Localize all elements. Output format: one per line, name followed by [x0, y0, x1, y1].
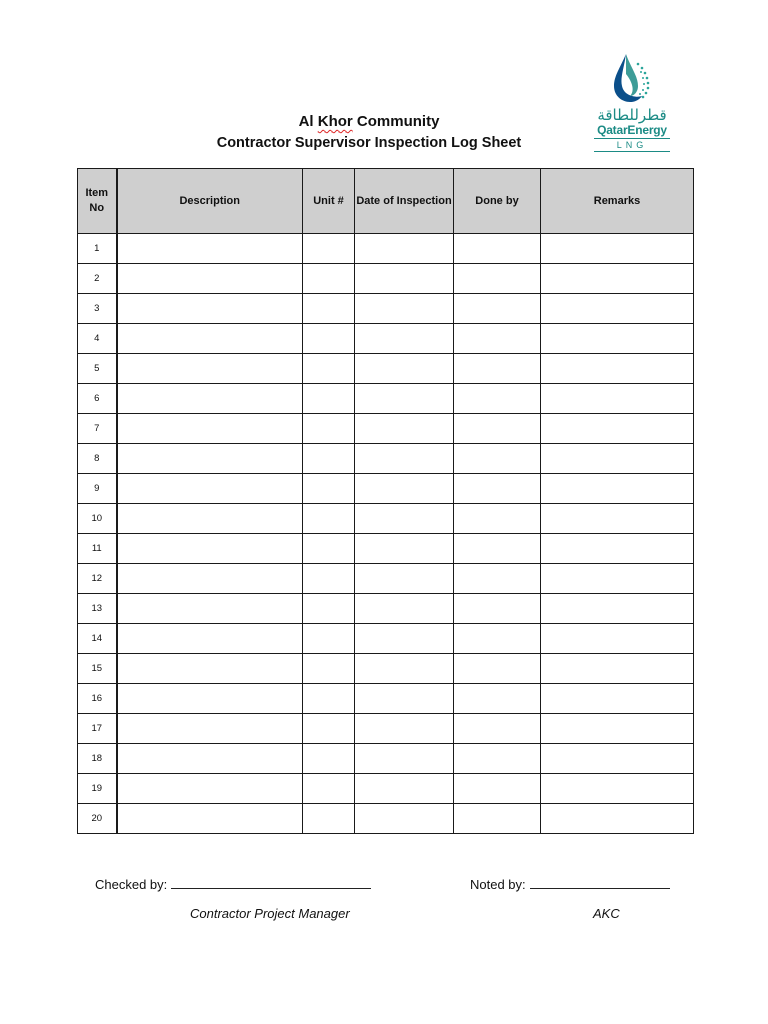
remarks-cell[interactable]: [541, 624, 694, 654]
done-by-cell[interactable]: [454, 504, 541, 534]
header-description: Description: [117, 169, 303, 234]
remarks-cell[interactable]: [541, 534, 694, 564]
item-no-cell: 10: [78, 504, 117, 534]
description-cell[interactable]: [117, 714, 303, 744]
description-cell[interactable]: [117, 594, 303, 624]
item-no-cell: 11: [78, 534, 117, 564]
description-cell[interactable]: [117, 534, 303, 564]
unit-cell[interactable]: [303, 594, 355, 624]
done-by-cell[interactable]: [454, 564, 541, 594]
description-cell[interactable]: [117, 354, 303, 384]
document-title-block: [210, 112, 528, 154]
qatarenergy-lng-logo: [590, 50, 674, 152]
description-cell[interactable]: [117, 444, 303, 474]
remarks-cell[interactable]: [541, 264, 694, 294]
unit-cell[interactable]: [303, 444, 355, 474]
description-cell[interactable]: [117, 654, 303, 684]
done-by-cell[interactable]: [454, 534, 541, 564]
description-cell[interactable]: [117, 324, 303, 354]
unit-cell[interactable]: [303, 294, 355, 324]
remarks-cell[interactable]: [541, 444, 694, 474]
table-row: [78, 564, 694, 594]
table-row: [78, 534, 694, 564]
date-of-inspection-cell[interactable]: [355, 714, 454, 744]
item-no-cell: 9: [78, 474, 117, 504]
table-row: [78, 234, 694, 264]
remarks-cell[interactable]: [541, 474, 694, 504]
item-no-cell: 7: [78, 414, 117, 444]
remarks-cell[interactable]: [541, 774, 694, 804]
description-cell[interactable]: [117, 474, 303, 504]
done-by-cell[interactable]: [454, 384, 541, 414]
table-row: [78, 324, 694, 354]
done-by-cell[interactable]: [454, 414, 541, 444]
item-no-cell: 15: [78, 654, 117, 684]
done-by-cell[interactable]: [454, 714, 541, 744]
unit-cell[interactable]: [303, 684, 355, 714]
table-row: [78, 804, 694, 834]
logo-brand-name: QatarEnergy: [597, 123, 667, 137]
noted-by-line: [470, 876, 670, 894]
item-no-cell: 2: [78, 264, 117, 294]
item-no-cell: 1: [78, 234, 117, 264]
table-row: [78, 504, 694, 534]
header-done-by: Done by: [454, 169, 541, 234]
date-of-inspection-cell[interactable]: [355, 324, 454, 354]
checked-by-line: [95, 876, 371, 894]
done-by-cell[interactable]: [454, 264, 541, 294]
description-cell[interactable]: [117, 564, 303, 594]
date-of-inspection-cell[interactable]: [355, 384, 454, 414]
remarks-cell[interactable]: [541, 324, 694, 354]
date-of-inspection-cell[interactable]: [355, 654, 454, 684]
description-cell[interactable]: [117, 234, 303, 264]
unit-cell[interactable]: [303, 414, 355, 444]
table-row: [78, 414, 694, 444]
item-no-cell: 19: [78, 774, 117, 804]
checked-by-role: Contractor Project Manager: [190, 906, 350, 921]
table-row: [78, 294, 694, 324]
logo-arabic-text: قطرللطاقة: [597, 106, 667, 124]
header-remarks: Remarks: [541, 169, 694, 234]
date-of-inspection-cell[interactable]: [355, 504, 454, 534]
done-by-cell[interactable]: [454, 804, 541, 834]
done-by-cell[interactable]: [454, 624, 541, 654]
unit-cell[interactable]: [303, 504, 355, 534]
remarks-cell[interactable]: [541, 714, 694, 744]
unit-cell[interactable]: [303, 264, 355, 294]
noted-by-label: Noted by:: [470, 877, 526, 892]
date-of-inspection-cell[interactable]: [355, 684, 454, 714]
description-cell[interactable]: [117, 294, 303, 324]
header-unit: Unit #: [303, 169, 355, 234]
done-by-cell[interactable]: [454, 744, 541, 774]
date-of-inspection-cell[interactable]: [355, 474, 454, 504]
date-of-inspection-cell[interactable]: [355, 264, 454, 294]
logo-lng-label: LNG: [594, 138, 670, 152]
description-cell[interactable]: [117, 774, 303, 804]
description-cell[interactable]: [117, 624, 303, 654]
remarks-cell[interactable]: [541, 654, 694, 684]
date-of-inspection-cell[interactable]: [355, 624, 454, 654]
inspection-log-table: [77, 168, 694, 834]
item-no-cell: 4: [78, 324, 117, 354]
remarks-cell[interactable]: [541, 564, 694, 594]
date-of-inspection-cell[interactable]: [355, 354, 454, 384]
unit-cell[interactable]: [303, 564, 355, 594]
remarks-cell[interactable]: [541, 594, 694, 624]
unit-cell[interactable]: [303, 624, 355, 654]
table-row: [78, 594, 694, 624]
description-cell[interactable]: [117, 384, 303, 414]
date-of-inspection-cell[interactable]: [355, 444, 454, 474]
item-no-cell: 8: [78, 444, 117, 474]
done-by-cell[interactable]: [454, 354, 541, 384]
table-row: [78, 684, 694, 714]
date-of-inspection-cell[interactable]: [355, 414, 454, 444]
item-no-cell: 16: [78, 684, 117, 714]
remarks-cell[interactable]: [541, 504, 694, 534]
header-date-of-inspection: Date of Inspection: [355, 169, 454, 234]
table-row: [78, 384, 694, 414]
item-no-cell: 6: [78, 384, 117, 414]
checked-by-signature-blank[interactable]: [171, 876, 371, 889]
unit-cell[interactable]: [303, 534, 355, 564]
unit-cell[interactable]: [303, 774, 355, 804]
remarks-cell[interactable]: [541, 294, 694, 324]
item-no-cell: 14: [78, 624, 117, 654]
done-by-cell[interactable]: [454, 234, 541, 264]
table-body: [78, 234, 694, 834]
table-header-row: [78, 169, 694, 234]
done-by-cell[interactable]: [454, 444, 541, 474]
remarks-cell[interactable]: [541, 234, 694, 264]
header-item-no: Item No: [78, 169, 117, 234]
done-by-cell[interactable]: [454, 294, 541, 324]
table-row: [78, 444, 694, 474]
unit-cell[interactable]: [303, 234, 355, 264]
document-title: [210, 112, 528, 132]
item-no-cell: 3: [78, 294, 117, 324]
noted-by-signature-blank[interactable]: [530, 876, 670, 889]
remarks-cell[interactable]: [541, 804, 694, 834]
done-by-cell[interactable]: [454, 684, 541, 714]
item-no-cell: 12: [78, 564, 117, 594]
table-row: [78, 624, 694, 654]
date-of-inspection-cell[interactable]: [355, 294, 454, 324]
done-by-cell[interactable]: [454, 774, 541, 804]
date-of-inspection-cell[interactable]: [355, 774, 454, 804]
item-no-cell: 18: [78, 744, 117, 774]
item-no-cell: 17: [78, 714, 117, 744]
item-no-cell: 13: [78, 594, 117, 624]
unit-cell[interactable]: [303, 384, 355, 414]
title-spellchecked-word: Khor: [317, 113, 353, 130]
document-subtitle: Contractor Supervisor Inspection Log Sheet: [216, 135, 522, 151]
description-cell[interactable]: [117, 684, 303, 714]
description-cell[interactable]: [117, 414, 303, 444]
remarks-cell[interactable]: [541, 684, 694, 714]
checked-by-label: Checked by:: [95, 877, 168, 892]
unit-cell[interactable]: [303, 354, 355, 384]
table-row: [78, 714, 694, 744]
description-cell[interactable]: [117, 264, 303, 294]
title-suffix: Community: [356, 113, 440, 130]
unit-cell[interactable]: [303, 744, 355, 774]
done-by-cell[interactable]: [454, 474, 541, 504]
item-no-cell: 5: [78, 354, 117, 384]
unit-cell[interactable]: [303, 804, 355, 834]
unit-cell[interactable]: [303, 324, 355, 354]
table-row: [78, 654, 694, 684]
droplet-icon: [610, 50, 654, 106]
remarks-cell[interactable]: [541, 384, 694, 414]
unit-cell[interactable]: [303, 714, 355, 744]
noted-by-role: AKC: [593, 906, 620, 921]
done-by-cell[interactable]: [454, 594, 541, 624]
date-of-inspection-cell[interactable]: [355, 564, 454, 594]
unit-cell[interactable]: [303, 654, 355, 684]
done-by-cell[interactable]: [454, 654, 541, 684]
description-cell[interactable]: [117, 744, 303, 774]
table-row: [78, 474, 694, 504]
date-of-inspection-cell[interactable]: [355, 744, 454, 774]
remarks-cell[interactable]: [541, 354, 694, 384]
date-of-inspection-cell[interactable]: [355, 234, 454, 264]
remarks-cell[interactable]: [541, 744, 694, 774]
date-of-inspection-cell[interactable]: [355, 534, 454, 564]
description-cell[interactable]: [117, 504, 303, 534]
title-prefix: Al: [298, 113, 314, 130]
table-row: [78, 744, 694, 774]
unit-cell[interactable]: [303, 474, 355, 504]
remarks-cell[interactable]: [541, 414, 694, 444]
description-cell[interactable]: [117, 804, 303, 834]
item-no-cell: 20: [78, 804, 117, 834]
table-row: [78, 264, 694, 294]
table-row: [78, 354, 694, 384]
date-of-inspection-cell[interactable]: [355, 594, 454, 624]
done-by-cell[interactable]: [454, 324, 541, 354]
table-row: [78, 774, 694, 804]
date-of-inspection-cell[interactable]: [355, 804, 454, 834]
